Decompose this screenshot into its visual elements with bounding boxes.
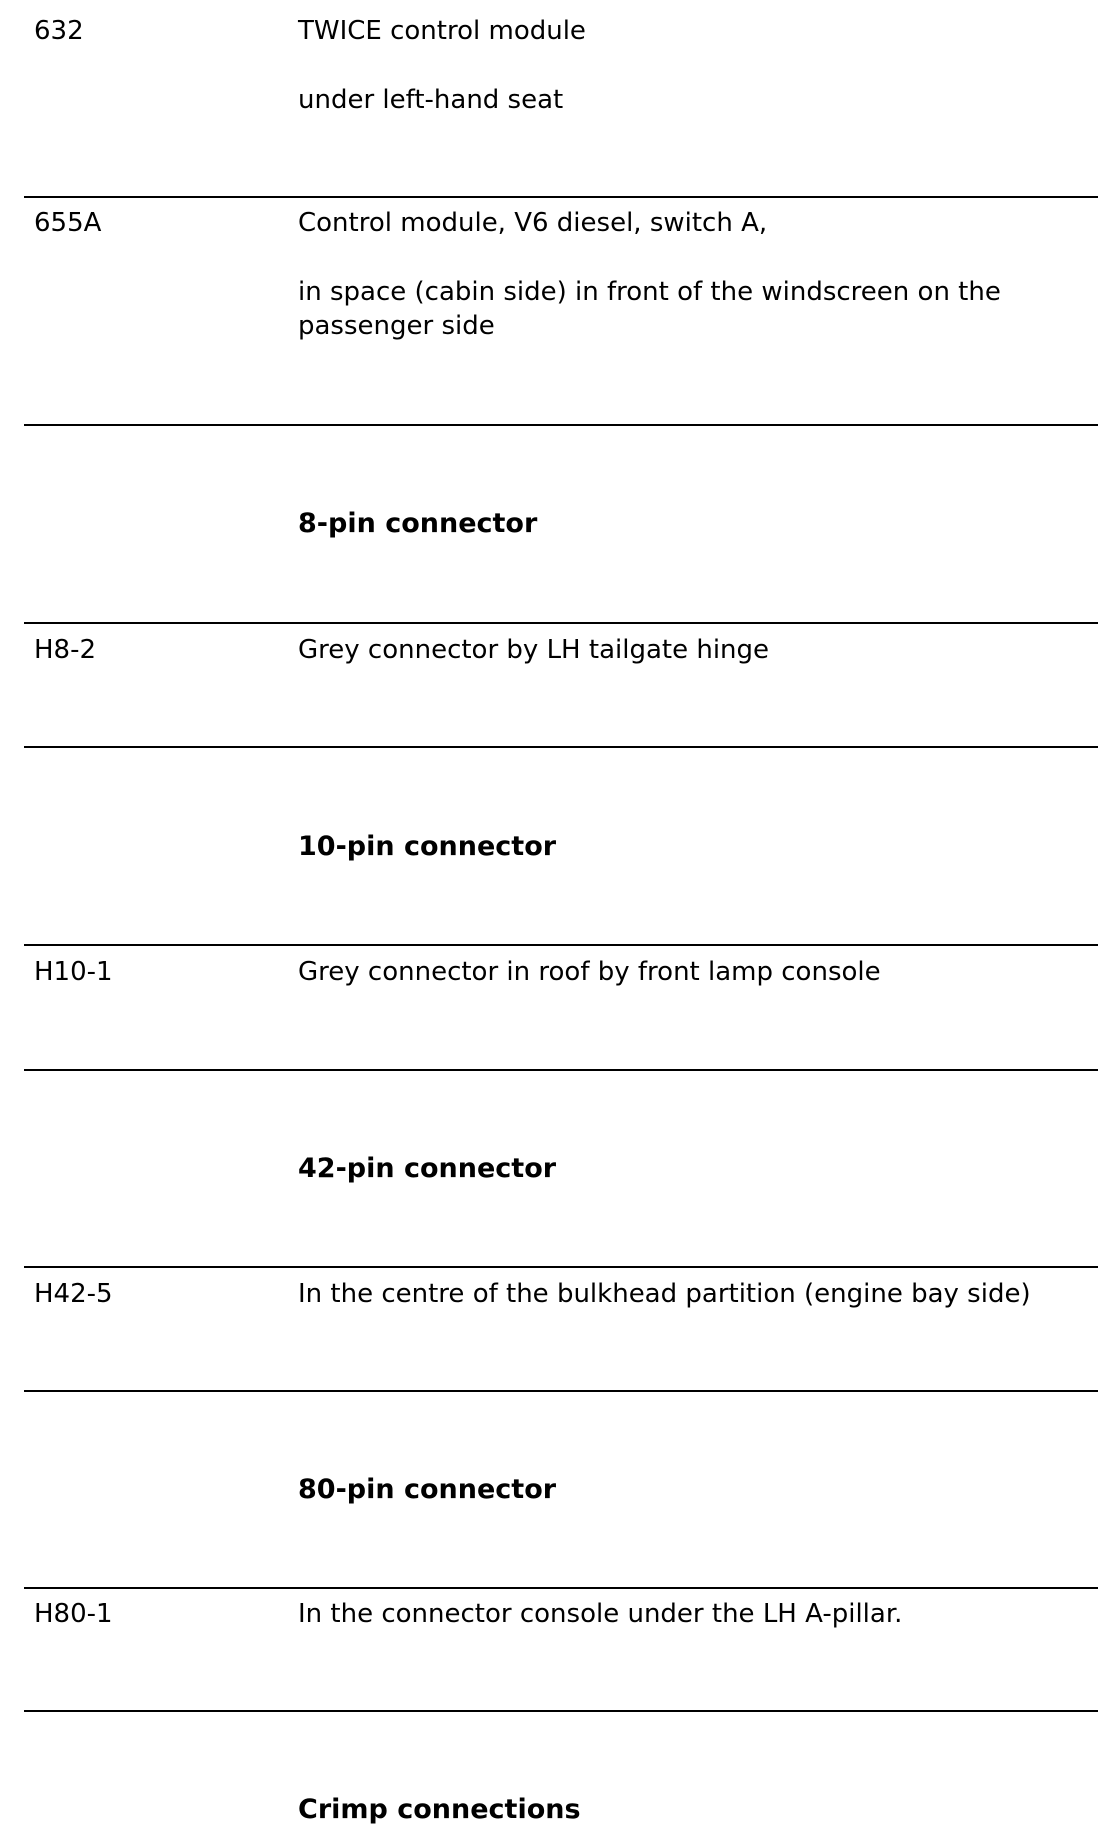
connector-location: In the centre of the bulkhead partition (engine bay side) <box>298 1279 1031 1309</box>
connector-location: Grey connector by LH tailgate hinge <box>298 635 770 665</box>
row-divider <box>24 1587 1098 1589</box>
connector-code: H8-2 <box>34 635 97 665</box>
component-location: under left-hand seat <box>298 85 564 115</box>
connector-code: H10-1 <box>34 957 113 987</box>
connector-location: In the connector console under the LH A-pillar. <box>298 1599 903 1629</box>
section-heading-8-pin: 8-pin connector <box>298 508 538 539</box>
row-divider <box>24 944 1098 946</box>
connector-code: H42-5 <box>34 1279 113 1309</box>
section-heading-10-pin: 10-pin connector <box>298 831 557 862</box>
section-heading-crimp: Crimp connections <box>298 1794 581 1825</box>
row-divider <box>24 1069 1098 1071</box>
section-heading-80-pin: 80-pin connector <box>298 1474 557 1505</box>
section-heading-42-pin: 42-pin connector <box>298 1153 557 1184</box>
row-divider <box>24 1710 1098 1712</box>
row-divider <box>24 1390 1098 1392</box>
row-divider <box>24 424 1098 426</box>
row-divider <box>24 1266 1098 1268</box>
connector-location: Grey connector in roof by front lamp console <box>298 957 881 987</box>
component-name: TWICE control module <box>298 16 586 46</box>
component-code: 655A <box>34 208 102 238</box>
row-divider <box>24 746 1098 748</box>
component-location: in space (cabin side) in front of the windscreen on the passenger side <box>298 277 1001 341</box>
row-divider <box>24 196 1098 198</box>
component-name: Control module, V6 diesel, switch A, <box>298 208 768 238</box>
component-code: 632 <box>34 16 84 46</box>
row-divider <box>24 622 1098 624</box>
connector-code: H80-1 <box>34 1599 113 1629</box>
